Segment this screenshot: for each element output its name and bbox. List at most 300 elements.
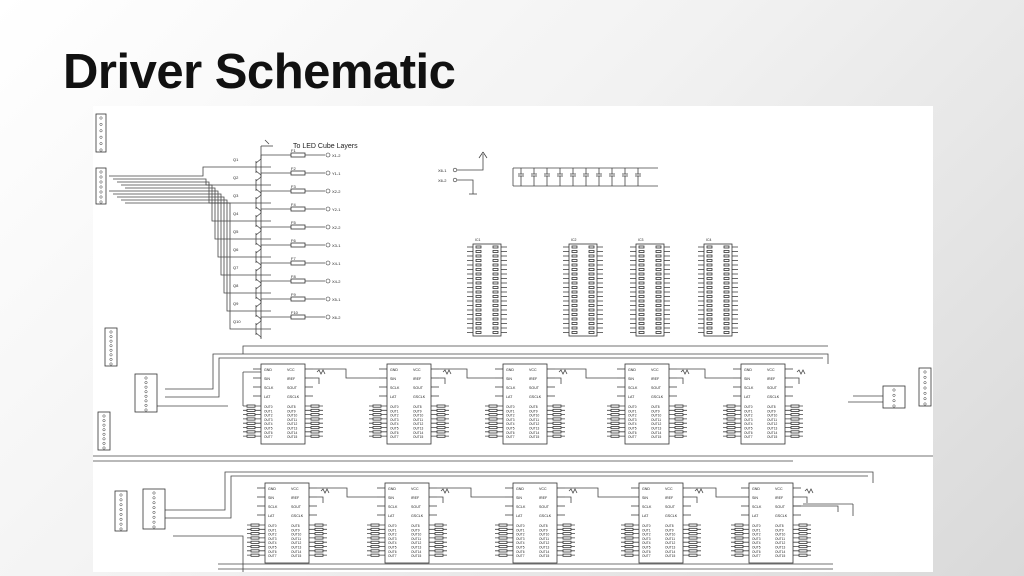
resistor bbox=[689, 546, 697, 548]
fuse bbox=[291, 243, 305, 247]
ic-pin-pad bbox=[493, 260, 498, 262]
layer-output-label: Y1-1 bbox=[332, 171, 341, 176]
ic-pin-pad bbox=[589, 327, 594, 329]
ic-pin-pad bbox=[707, 269, 712, 271]
resistor bbox=[553, 422, 561, 424]
svg-text:OUT8: OUT8 bbox=[413, 405, 422, 409]
svg-text:OUT11: OUT11 bbox=[775, 536, 786, 541]
fuse bbox=[291, 225, 305, 229]
svg-text:OUT1: OUT1 bbox=[744, 409, 753, 414]
resistor bbox=[625, 554, 633, 556]
resistor bbox=[373, 409, 381, 411]
svg-text:SCLK: SCLK bbox=[516, 505, 526, 509]
ic-pin-pad bbox=[639, 323, 644, 325]
svg-text:OUT12: OUT12 bbox=[413, 422, 424, 427]
svg-text:OUT5: OUT5 bbox=[390, 426, 399, 431]
svg-text:OUT11: OUT11 bbox=[287, 417, 298, 422]
svg-text:OUT1: OUT1 bbox=[388, 528, 397, 533]
transistor-label: Q7 bbox=[233, 265, 239, 270]
resistor bbox=[735, 546, 743, 548]
ic-pin-pad bbox=[476, 305, 481, 307]
resistor bbox=[437, 405, 445, 407]
ic-pin-pad bbox=[589, 251, 594, 253]
svg-text:OUT13: OUT13 bbox=[287, 426, 298, 431]
resistor bbox=[735, 537, 743, 539]
svg-text:OUT2: OUT2 bbox=[642, 532, 651, 537]
resistor bbox=[735, 528, 743, 530]
resistor bbox=[553, 431, 561, 433]
svg-text:SIN: SIN bbox=[264, 377, 270, 381]
resistor bbox=[727, 405, 735, 407]
layer-output-label: Y2-1 bbox=[332, 207, 341, 212]
svg-text:OUT7: OUT7 bbox=[744, 435, 753, 440]
resistor bbox=[499, 528, 507, 530]
fuse-label: F3 bbox=[291, 184, 296, 189]
resistor bbox=[499, 541, 507, 543]
svg-text:OUT4: OUT4 bbox=[506, 422, 515, 427]
resistor bbox=[799, 524, 807, 526]
resistor bbox=[625, 546, 633, 548]
svg-text:GSCLK: GSCLK bbox=[767, 395, 780, 399]
resistor bbox=[799, 533, 807, 535]
svg-text:OUT13: OUT13 bbox=[529, 426, 540, 431]
ic-pin-pad bbox=[656, 246, 661, 248]
ic-pin-pad bbox=[656, 273, 661, 275]
resistor bbox=[553, 427, 561, 429]
svg-text:GSCLK: GSCLK bbox=[529, 395, 542, 399]
resistor bbox=[489, 409, 497, 411]
svg-text:OUT14: OUT14 bbox=[651, 430, 662, 435]
svg-text:SCLK: SCLK bbox=[642, 505, 652, 509]
svg-text:SOUT: SOUT bbox=[291, 505, 301, 509]
ic-pin-pad bbox=[572, 246, 577, 248]
svg-text:VCC: VCC bbox=[291, 487, 299, 491]
svg-text:OUT0: OUT0 bbox=[268, 524, 277, 528]
resistor bbox=[799, 546, 807, 548]
ic-pin-pad bbox=[707, 255, 712, 257]
svg-text:IREF: IREF bbox=[529, 377, 538, 381]
svg-text:IREF: IREF bbox=[665, 496, 674, 500]
resistor bbox=[489, 431, 497, 433]
svg-text:LAT: LAT bbox=[642, 514, 649, 518]
resistor bbox=[371, 537, 379, 539]
resistor bbox=[791, 405, 799, 407]
resistor bbox=[799, 537, 807, 539]
resistor bbox=[611, 427, 619, 429]
ic-pin-pad bbox=[493, 255, 498, 257]
resistor bbox=[611, 422, 619, 424]
svg-text:GND: GND bbox=[744, 368, 752, 372]
ic-pin-pad bbox=[476, 318, 481, 320]
ic-pin-pad bbox=[707, 291, 712, 293]
svg-text:LAT: LAT bbox=[390, 395, 397, 399]
resistor bbox=[489, 405, 497, 407]
resistor bbox=[791, 435, 799, 437]
ic-pin-pad bbox=[724, 296, 729, 298]
ic-pin-pad bbox=[476, 273, 481, 275]
svg-text:OUT10: OUT10 bbox=[529, 413, 540, 418]
ic-pin-pad bbox=[589, 278, 594, 280]
resistor bbox=[563, 524, 571, 526]
svg-text:SOUT: SOUT bbox=[775, 505, 785, 509]
svg-text:OUT15: OUT15 bbox=[287, 435, 298, 440]
svg-text:SIN: SIN bbox=[506, 377, 512, 381]
resistor bbox=[625, 550, 633, 552]
resistor bbox=[247, 431, 255, 433]
ic-pin-pad bbox=[724, 251, 729, 253]
svg-text:IREF: IREF bbox=[775, 496, 784, 500]
svg-text:OUT8: OUT8 bbox=[665, 524, 674, 528]
led-driver-chip bbox=[639, 483, 683, 563]
ic-pin-pad bbox=[639, 318, 644, 320]
resistor bbox=[499, 554, 507, 556]
svg-text:OUT15: OUT15 bbox=[539, 554, 550, 559]
ic-pin-pad bbox=[493, 305, 498, 307]
svg-text:OUT4: OUT4 bbox=[268, 541, 277, 546]
fuse-label: F9 bbox=[291, 292, 296, 297]
resistor bbox=[727, 418, 735, 420]
ic-pin-pad bbox=[493, 327, 498, 329]
transistor-label: Q9 bbox=[233, 301, 239, 306]
ic-pin-pad bbox=[724, 323, 729, 325]
ic-pin-pad bbox=[724, 287, 729, 289]
resistor bbox=[251, 537, 259, 539]
ic-pin-pad bbox=[724, 305, 729, 307]
svg-text:OUT13: OUT13 bbox=[775, 545, 786, 550]
svg-text:OUT15: OUT15 bbox=[665, 554, 676, 559]
resistor bbox=[371, 533, 379, 535]
resistor bbox=[371, 541, 379, 543]
resistor bbox=[437, 409, 445, 411]
output-terminal bbox=[326, 315, 330, 319]
svg-text:OUT3: OUT3 bbox=[752, 536, 761, 541]
resistor bbox=[311, 409, 319, 411]
svg-text:OUT10: OUT10 bbox=[775, 532, 786, 537]
ic-pin-pad bbox=[656, 255, 661, 257]
resistor bbox=[489, 422, 497, 424]
svg-text:SOUT: SOUT bbox=[767, 386, 777, 390]
svg-text:OUT9: OUT9 bbox=[291, 528, 300, 533]
svg-text:SOUT: SOUT bbox=[529, 386, 539, 390]
svg-text:OUT8: OUT8 bbox=[411, 524, 420, 528]
svg-text:SOUT: SOUT bbox=[413, 386, 423, 390]
svg-text:OUT14: OUT14 bbox=[539, 549, 550, 554]
resistor bbox=[563, 550, 571, 552]
svg-text:LAT: LAT bbox=[268, 514, 275, 518]
svg-text:OUT5: OUT5 bbox=[744, 426, 753, 431]
resistor bbox=[437, 431, 445, 433]
ic-pin-pad bbox=[572, 273, 577, 275]
svg-text:OUT14: OUT14 bbox=[767, 430, 778, 435]
ic-pin-pad bbox=[656, 251, 661, 253]
resistor bbox=[435, 554, 443, 556]
resistor bbox=[563, 533, 571, 535]
fuse-label: F1 bbox=[291, 148, 296, 153]
resistor bbox=[563, 554, 571, 556]
resistor bbox=[489, 435, 497, 437]
svg-text:OUT10: OUT10 bbox=[411, 532, 422, 537]
resistor bbox=[435, 528, 443, 530]
svg-text:OUT1: OUT1 bbox=[264, 409, 273, 414]
resistor bbox=[371, 550, 379, 552]
ic-pin-pad bbox=[724, 273, 729, 275]
ic-pin-pad bbox=[656, 323, 661, 325]
ic-pin-pad bbox=[589, 246, 594, 248]
resistor bbox=[251, 528, 259, 530]
ic-pin-pad bbox=[493, 323, 498, 325]
power-input-label: X6-1 bbox=[438, 168, 447, 173]
ic-pin-pad bbox=[724, 327, 729, 329]
resistor bbox=[311, 414, 319, 416]
ic-pin-pad bbox=[707, 246, 712, 248]
ic-pin-pad bbox=[476, 260, 481, 262]
svg-text:GSCLK: GSCLK bbox=[413, 395, 426, 399]
resistor bbox=[553, 409, 561, 411]
output-terminal bbox=[326, 279, 330, 283]
resistor bbox=[315, 554, 323, 556]
svg-text:OUT7: OUT7 bbox=[388, 554, 397, 559]
resistor bbox=[675, 427, 683, 429]
svg-text:OUT1: OUT1 bbox=[516, 528, 525, 533]
ic-pin-pad bbox=[656, 260, 661, 262]
svg-text:VCC: VCC bbox=[411, 487, 419, 491]
svg-text:OUT5: OUT5 bbox=[516, 545, 525, 550]
svg-text:VCC: VCC bbox=[665, 487, 673, 491]
fuse bbox=[291, 315, 305, 319]
ic-pin-pad bbox=[724, 278, 729, 280]
layers-heading: To LED Cube Layers bbox=[293, 143, 358, 150]
svg-text:OUT2: OUT2 bbox=[628, 413, 637, 418]
resistor bbox=[625, 528, 633, 530]
resistor bbox=[553, 405, 561, 407]
resistor bbox=[311, 435, 319, 437]
resistor bbox=[799, 550, 807, 552]
svg-text:VCC: VCC bbox=[413, 368, 421, 372]
svg-text:LAT: LAT bbox=[516, 514, 523, 518]
svg-text:OUT9: OUT9 bbox=[287, 409, 296, 414]
svg-text:GND: GND bbox=[268, 487, 276, 491]
ic-pin-pad bbox=[589, 287, 594, 289]
ic-pin-pad bbox=[707, 287, 712, 289]
svg-text:SIN: SIN bbox=[752, 496, 758, 500]
resistor bbox=[247, 422, 255, 424]
svg-text:IREF: IREF bbox=[413, 377, 422, 381]
svg-text:OUT14: OUT14 bbox=[665, 549, 676, 554]
svg-text:OUT12: OUT12 bbox=[411, 541, 422, 546]
svg-text:OUT0: OUT0 bbox=[516, 524, 525, 528]
resistor bbox=[311, 405, 319, 407]
svg-text:OUT13: OUT13 bbox=[411, 545, 422, 550]
ic-pin-pad bbox=[639, 269, 644, 271]
resistor bbox=[435, 541, 443, 543]
svg-text:GND: GND bbox=[516, 487, 524, 491]
svg-text:SCLK: SCLK bbox=[506, 386, 516, 390]
svg-text:OUT3: OUT3 bbox=[516, 536, 525, 541]
resistor bbox=[437, 422, 445, 424]
svg-text:OUT9: OUT9 bbox=[529, 409, 538, 414]
resistor bbox=[791, 427, 799, 429]
ic-pin-pad bbox=[476, 332, 481, 334]
svg-text:OUT11: OUT11 bbox=[665, 536, 676, 541]
resistor bbox=[791, 418, 799, 420]
svg-text:OUT0: OUT0 bbox=[628, 405, 637, 409]
resistor bbox=[727, 414, 735, 416]
ic-pin-pad bbox=[476, 291, 481, 293]
ic-pin-pad bbox=[656, 332, 661, 334]
svg-text:VCC: VCC bbox=[529, 368, 537, 372]
ic-pin-pad bbox=[639, 327, 644, 329]
svg-text:SOUT: SOUT bbox=[665, 505, 675, 509]
svg-text:OUT15: OUT15 bbox=[411, 554, 422, 559]
resistor bbox=[315, 533, 323, 535]
fuse bbox=[291, 153, 305, 157]
svg-text:OUT0: OUT0 bbox=[264, 405, 273, 409]
resistor bbox=[689, 537, 697, 539]
svg-text:VCC: VCC bbox=[775, 487, 783, 491]
ic-label: IC2 bbox=[571, 238, 577, 242]
ic-pin-pad bbox=[572, 260, 577, 262]
svg-text:OUT8: OUT8 bbox=[287, 405, 296, 409]
ic-pin-pad bbox=[493, 309, 498, 311]
output-terminal bbox=[326, 243, 330, 247]
led-driver-chip bbox=[265, 483, 309, 563]
svg-text:GSCLK: GSCLK bbox=[539, 514, 552, 518]
resistor bbox=[611, 409, 619, 411]
svg-text:OUT11: OUT11 bbox=[651, 417, 662, 422]
led-driver-chip bbox=[503, 364, 547, 444]
ic-pin-pad bbox=[572, 323, 577, 325]
svg-text:OUT11: OUT11 bbox=[291, 536, 302, 541]
svg-text:GSCLK: GSCLK bbox=[775, 514, 788, 518]
svg-text:IREF: IREF bbox=[651, 377, 660, 381]
ic-pin-pad bbox=[707, 296, 712, 298]
svg-text:LAT: LAT bbox=[752, 514, 759, 518]
transistor-label: Q10 bbox=[233, 319, 241, 324]
ic-pin-pad bbox=[476, 296, 481, 298]
resistor bbox=[435, 550, 443, 552]
led-driver-chip bbox=[749, 483, 793, 563]
ic-pin-pad bbox=[724, 309, 729, 311]
ic-pin-pad bbox=[639, 309, 644, 311]
svg-text:OUT13: OUT13 bbox=[291, 545, 302, 550]
ic-pin-pad bbox=[476, 287, 481, 289]
resistor bbox=[563, 541, 571, 543]
svg-text:OUT2: OUT2 bbox=[744, 413, 753, 418]
ic-pin-pad bbox=[589, 269, 594, 271]
ic-pin-pad bbox=[639, 273, 644, 275]
svg-text:OUT3: OUT3 bbox=[268, 536, 277, 541]
transistor-label: Q1 bbox=[233, 157, 239, 162]
svg-text:OUT10: OUT10 bbox=[665, 532, 676, 537]
resistor bbox=[247, 435, 255, 437]
ic-pin-pad bbox=[476, 282, 481, 284]
resistor bbox=[553, 435, 561, 437]
output-terminal bbox=[326, 297, 330, 301]
svg-text:OUT4: OUT4 bbox=[390, 422, 399, 427]
svg-text:OUT2: OUT2 bbox=[264, 413, 273, 418]
svg-text:OUT1: OUT1 bbox=[390, 409, 399, 414]
resistor bbox=[563, 528, 571, 530]
svg-text:OUT6: OUT6 bbox=[268, 549, 277, 554]
resistor bbox=[499, 537, 507, 539]
resistor bbox=[247, 414, 255, 416]
svg-text:OUT4: OUT4 bbox=[744, 422, 753, 427]
svg-text:SIN: SIN bbox=[628, 377, 634, 381]
fuse bbox=[291, 297, 305, 301]
ic-pin-pad bbox=[639, 296, 644, 298]
fuse bbox=[291, 261, 305, 265]
svg-text:SCLK: SCLK bbox=[752, 505, 762, 509]
resistor bbox=[499, 533, 507, 535]
resistor bbox=[625, 524, 633, 526]
connector-top bbox=[96, 114, 106, 152]
ic-pin-pad bbox=[493, 300, 498, 302]
layer-output-label: X1-2 bbox=[332, 153, 341, 158]
svg-text:OUT13: OUT13 bbox=[767, 426, 778, 431]
svg-text:SOUT: SOUT bbox=[651, 386, 661, 390]
resistor bbox=[675, 414, 683, 416]
ic-pin-pad bbox=[656, 300, 661, 302]
resistor bbox=[625, 541, 633, 543]
ic-pin-pad bbox=[707, 314, 712, 316]
svg-text:GND: GND bbox=[752, 487, 760, 491]
svg-text:LAT: LAT bbox=[264, 395, 271, 399]
ic-pin-pad bbox=[656, 296, 661, 298]
layer-output-label: X5-1 bbox=[332, 297, 341, 302]
ic-pin-pad bbox=[572, 305, 577, 307]
svg-text:OUT12: OUT12 bbox=[665, 541, 676, 546]
svg-text:IREF: IREF bbox=[539, 496, 548, 500]
ic-pin-pad bbox=[589, 309, 594, 311]
svg-text:OUT14: OUT14 bbox=[413, 430, 424, 435]
ic-pin-pad bbox=[707, 300, 712, 302]
svg-text:OUT11: OUT11 bbox=[539, 536, 550, 541]
svg-text:SOUT: SOUT bbox=[539, 505, 549, 509]
schematic-diagram bbox=[93, 106, 933, 572]
resistor bbox=[315, 550, 323, 552]
resistor bbox=[371, 546, 379, 548]
resistor bbox=[735, 541, 743, 543]
resistor bbox=[437, 435, 445, 437]
resistor bbox=[371, 528, 379, 530]
resistor bbox=[499, 524, 507, 526]
resistor bbox=[553, 418, 561, 420]
svg-text:OUT8: OUT8 bbox=[651, 405, 660, 409]
ic-pin-pad bbox=[707, 264, 712, 266]
ic-pin-pad bbox=[493, 287, 498, 289]
ic-pin-pad bbox=[639, 246, 644, 248]
svg-text:GND: GND bbox=[264, 368, 272, 372]
svg-text:OUT3: OUT3 bbox=[642, 536, 651, 541]
svg-text:SOUT: SOUT bbox=[411, 505, 421, 509]
ic-pin-pad bbox=[493, 269, 498, 271]
led-driver-chip bbox=[261, 364, 305, 444]
svg-text:VCC: VCC bbox=[539, 487, 547, 491]
ic-pin-pad bbox=[656, 314, 661, 316]
svg-text:SIN: SIN bbox=[744, 377, 750, 381]
ic-pin-pad bbox=[639, 291, 644, 293]
ic-pin-pad bbox=[707, 273, 712, 275]
svg-text:OUT2: OUT2 bbox=[388, 532, 397, 537]
svg-text:OUT4: OUT4 bbox=[628, 422, 637, 427]
svg-text:GSCLK: GSCLK bbox=[411, 514, 424, 518]
svg-text:OUT12: OUT12 bbox=[775, 541, 786, 546]
svg-text:OUT8: OUT8 bbox=[529, 405, 538, 409]
svg-text:OUT4: OUT4 bbox=[264, 422, 273, 427]
resistor bbox=[735, 550, 743, 552]
svg-text:OUT6: OUT6 bbox=[506, 430, 515, 435]
ic-pin-pad bbox=[493, 251, 498, 253]
